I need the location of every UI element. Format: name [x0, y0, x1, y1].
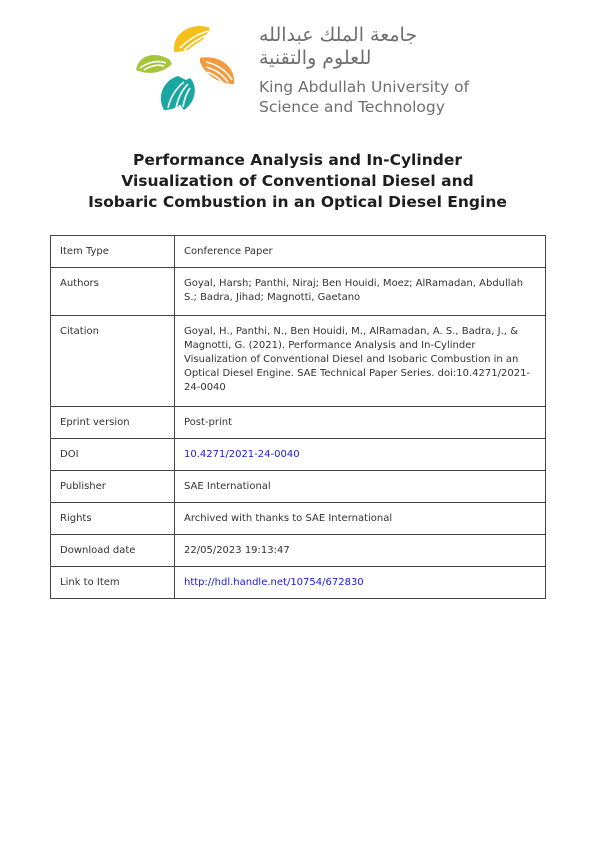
- title-line2: Visualization of Conventional Diesel and: [121, 172, 474, 190]
- title-line3: Isobaric Combustion in an Optical Diesel Engine: [88, 193, 507, 211]
- table-row: [51, 503, 546, 535]
- row-label: Download date: [51, 535, 175, 567]
- doi-link[interactable]: 10.4271/2021-24-0040: [184, 449, 300, 460]
- row-label: Rights: [51, 503, 175, 535]
- metadata-table: [50, 235, 546, 599]
- table-row: [51, 407, 546, 439]
- english-name-line2: Science and Technology: [259, 98, 445, 116]
- table-row: [51, 471, 546, 503]
- arabic-name-line2: للعلوم والتقنية: [259, 47, 372, 69]
- table-row: [51, 268, 546, 316]
- row-label: DOI: [51, 439, 175, 471]
- authors-value: Goyal, Harsh; Panthi, Niraj; Ben Houidi, Moez; AlRamadan, Abdullah S.; Badra, Jihad; Magnotti, Gaetano: [175, 268, 546, 316]
- university-name: [259, 24, 479, 117]
- publisher-value: SAE International: [175, 471, 546, 503]
- table-row: [51, 316, 546, 407]
- kaust-logo-icon: [134, 22, 242, 114]
- citation-value: Goyal, H., Panthi, N., Ben Houidi, M., AlRamadan, A. S., Badra, J., & Magnotti, G. (2021). Performance Analysis and In-Cylinder Visualization of Conventional Diesel and Isobaric Combustion in an Optical Diesel Engine. SAE Technical Paper Series. doi:10.4271/2021-24-0040: [175, 316, 546, 407]
- table-row: [51, 567, 546, 599]
- table-row: [51, 439, 546, 471]
- row-label: Citation: [51, 316, 175, 407]
- table-row: [51, 236, 546, 268]
- row-label: Item Type: [51, 236, 175, 268]
- doi-cell: [175, 439, 546, 471]
- eprint-version-value: Post-print: [175, 407, 546, 439]
- arabic-name-line1: جامعة الملك عبدالله: [259, 24, 418, 46]
- item-link[interactable]: http://hdl.handle.net/10754/672830: [184, 577, 364, 588]
- title-line1: Performance Analysis and In-Cylinder: [133, 151, 462, 169]
- table-row: [51, 535, 546, 567]
- download-date-value: 22/05/2023 19:13:47: [175, 535, 546, 567]
- row-label: Link to Item: [51, 567, 175, 599]
- item-type-value: Conference Paper: [175, 236, 546, 268]
- row-label: Publisher: [51, 471, 175, 503]
- link-to-item-cell: [175, 567, 546, 599]
- paper-title: [60, 150, 535, 213]
- english-name-line1: King Abdullah University of: [259, 78, 470, 96]
- row-label: Authors: [51, 268, 175, 316]
- rights-value: Archived with thanks to SAE International: [175, 503, 546, 535]
- row-label: Eprint version: [51, 407, 175, 439]
- header: [0, 0, 595, 130]
